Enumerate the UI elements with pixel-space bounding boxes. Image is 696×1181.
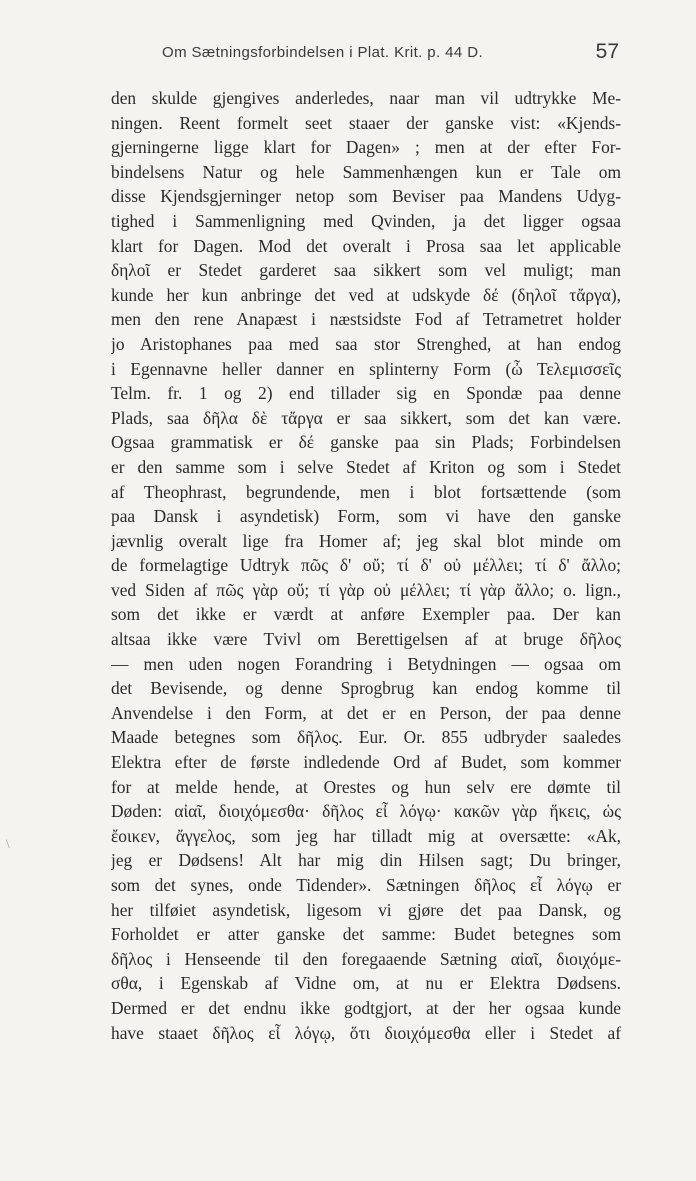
text-line: Døden: αἰαῖ, διοιχόμεσθα· δῆλος εἶ λόγῳ· κακῶν γὰρ ἥκεις, ὡς (111, 801, 621, 822)
text-line: δῆλος i Henseende til den foregaaende Sætning αἰαῖ, διοιχόμε- (111, 948, 621, 969)
text-line: tighed i Sammenligning med Qvinden, ja det ligger ogsaa (111, 210, 621, 231)
text-line: ningen. Reent formelt seet staaer der ganske vist: «Kjends- (111, 112, 621, 133)
text-line: ved Siden af πῶς γὰρ οὔ; τί γὰρ οὐ μέλλει; τί γὰρ ἄλλο; o. lign., (111, 579, 621, 600)
text-line: δηλοῖ er Stedet garderet saa sikkert som vel muligt; man (111, 260, 621, 281)
text-line: Dermed er det endnu ikke godtgjort, at der her ogsaa kunde (111, 997, 621, 1018)
text-line: jo Aristophanes paa med saa stor Strenghed, at han endog (111, 333, 621, 354)
text-line: de formelagtige Udtryk πῶς δ' οὔ; τί δ' οὐ μέλλει; τί δ' ἄλλο; (111, 555, 621, 576)
text-line: jeg er Dødsens! Alt har mig din Hilsen sagt; Du bringer, (111, 850, 621, 871)
text-line: — men uden nogen Forandring i Betydningen — ogsaa om (111, 653, 621, 674)
text-line: for at melde hende, at Orestes og hun selv ere dømte til (111, 776, 621, 797)
text-line: Ogsaa grammatisk er δέ ganske paa sin Plads; Forbindelsen (111, 432, 621, 453)
text-line: den skulde gjengives anderledes, naar man vil udtrykke Me- (111, 88, 621, 108)
text-line: paa Dansk i asyndetisk) Form, som vi have den ganske (111, 506, 621, 527)
running-head: Om Sætningsforbindelsen i Plat. Krit. p. 44 D. (162, 44, 484, 61)
text-line: af Theophrast, begrundende, men i blot fortsættende (som (111, 481, 621, 502)
text-line: her tilføiet asyndetisk, ligesom vi gjøre det paa Dansk, og (111, 899, 621, 920)
text-line: ἔοικεν, ἄγγελος, som jeg har tilladt mig at oversætte: «Ak, (111, 825, 621, 846)
body-text (111, 86, 621, 1045)
page-number: 57 (595, 40, 619, 63)
text-line: Elektra efter de første indledende Ord af Budet, som kommer (111, 752, 621, 773)
margin-mark: \ (6, 836, 10, 851)
text-line: bindelsens Natur og hele Sammenhængen kun er Tale om (111, 161, 621, 182)
text-line: have staaet δῆλος εἶ λόγῳ, ὅτι διοιχόμεσθα eller i Stedet af (111, 1022, 621, 1043)
page-header (0, 40, 696, 74)
text-line: jævnlig overalt lige fra Homer af; jeg skal blot minde om (111, 530, 621, 551)
text-line: altsaa ikke være Tvivl om Berettigelsen af at bruge δῆλος (111, 629, 621, 650)
text-line: Maade betegnes som δῆλος. Eur. Or. 855 udbryder saaledes (111, 727, 621, 748)
text-line: klart for Dagen. Mod det overalt i Prosa saa let applicable (111, 235, 621, 256)
text-line: Anvendelse i den Form, at det er en Person, der paa denne (111, 702, 621, 723)
text-line: Plads, saa δῆλα δὲ τἄργα er saa sikkert, som det kan være. (111, 407, 621, 428)
text-line: som det synes, onde Tidender». Sætningen δῆλος εἶ λόγῳ er (111, 875, 621, 895)
text-line: i Egennavne heller danner en splinterny Form (ὦ Τελεμισσεῖς (111, 358, 621, 379)
text-line: Forholdet er atter ganske det samme: Budet betegnes som (111, 924, 621, 945)
text-line: kunde her kun anbringe det ved at udskyde δέ (δηλοῖ τἄργα), (111, 284, 621, 305)
text-line: er den samme som i selve Stedet af Kriton og som i Stedet (111, 456, 621, 477)
text-line: det Bevisende, og denne Sprogbrug kan endog komme til (111, 678, 621, 699)
text-line: σθα, i Egenskab af Vidne om, at nu er Elektra Dødsens. (111, 973, 621, 994)
text-line: disse Kjendsgjerninger netop som Beviser paa Mandens Udyg- (111, 186, 621, 207)
text-line: men den rene Anapæst i næstsidste Fod af Tetrametret holder (111, 309, 621, 330)
text-line: gjerningerne ligge klart for Dagen» ; men at der efter For- (111, 137, 621, 158)
text-line: som det ikke er værdt at anføre Exempler paa. Der kan (111, 604, 621, 625)
text-line: Telm. fr. 1 og 2) end tillader sig en Spondæ paa denne (111, 383, 621, 404)
